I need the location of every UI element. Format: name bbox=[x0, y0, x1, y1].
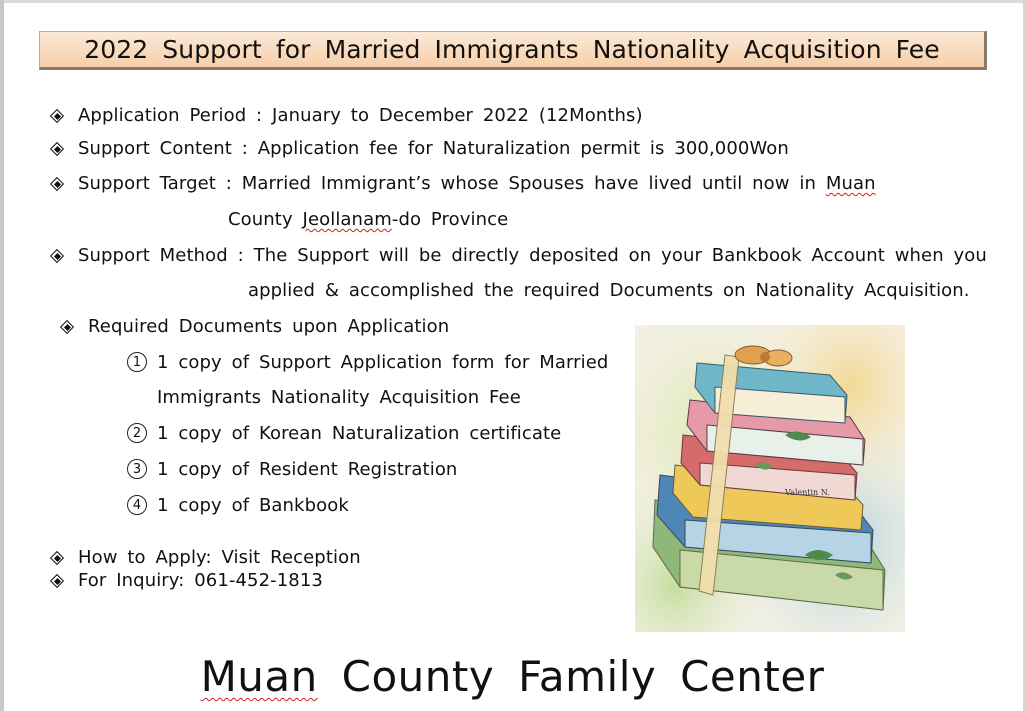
support-content: Support Content : Application fee for Naturalization permit is 300,000Won bbox=[78, 138, 789, 159]
footer-organization-name bbox=[0, 652, 1025, 701]
document-item-text: 1 copy of Bankbook bbox=[157, 495, 349, 516]
diamond-bullet-icon bbox=[51, 552, 65, 566]
support-target-line1 bbox=[78, 173, 876, 194]
required-documents-header: Required Documents upon Application bbox=[88, 316, 450, 337]
circled-number: 3 bbox=[127, 459, 147, 479]
document-item-1 bbox=[127, 352, 608, 373]
document-item-text: 1 copy of Resident Registration bbox=[157, 459, 458, 480]
window-top-edge bbox=[0, 0, 1025, 3]
document-item-text: 1 copy of Korean Naturalization certificate bbox=[157, 423, 562, 444]
circled-number: 1 bbox=[127, 352, 147, 372]
spellcheck-word-muan: Muan bbox=[825, 173, 876, 194]
inquiry-phone: For Inquiry: 061-452-1813 bbox=[78, 570, 323, 591]
footer-organization-text: County Family Center bbox=[317, 652, 825, 701]
document-item-1-continued: Immigrants Nationality Acquisition Fee bbox=[157, 387, 521, 408]
diamond-bullet-icon bbox=[51, 178, 65, 192]
books-illustration bbox=[635, 325, 905, 632]
diamond-bullet-icon bbox=[61, 321, 75, 335]
diamond-bullet-icon bbox=[51, 250, 65, 264]
document-item-3 bbox=[127, 459, 457, 480]
diamond-bullet-icon bbox=[51, 575, 65, 589]
support-target-province: -do Province bbox=[391, 209, 509, 230]
spellcheck-word-jeollanam: Jeollanam bbox=[302, 209, 392, 230]
support-target-line2 bbox=[228, 209, 508, 230]
document-item-text: 1 copy of Support Application form for Married bbox=[157, 352, 609, 373]
document-item-2 bbox=[127, 423, 561, 444]
document-item-4 bbox=[127, 495, 349, 516]
support-method-line2: applied & accomplished the required Documents on Nationality Acquisition. bbox=[248, 280, 970, 301]
document-title bbox=[39, 31, 987, 70]
document-title-text: 2022 Support for Married Immigrants Nationality Acquisition Fee bbox=[84, 35, 940, 64]
circled-number: 2 bbox=[127, 423, 147, 443]
application-period: Application Period : January to December 2022 (12Months) bbox=[78, 105, 643, 126]
window-left-edge bbox=[0, 0, 4, 711]
support-target-county: County bbox=[228, 209, 303, 230]
circled-number: 4 bbox=[127, 495, 147, 515]
spellcheck-word-muan-footer: Muan bbox=[200, 652, 318, 701]
support-target-text: Support Target : Married Immigrant’s whose Spouses have lived until now in bbox=[78, 173, 826, 194]
how-to-apply: How to Apply: Visit Reception bbox=[78, 547, 361, 568]
diamond-bullet-icon bbox=[51, 143, 65, 157]
support-method-line1: Support Method : The Support will be directly deposited on your Bankbook Account when you bbox=[78, 245, 987, 266]
diamond-bullet-icon bbox=[51, 110, 65, 124]
book-spine-text: Valentin N. bbox=[785, 488, 830, 497]
stacked-books-icon bbox=[635, 325, 905, 632]
